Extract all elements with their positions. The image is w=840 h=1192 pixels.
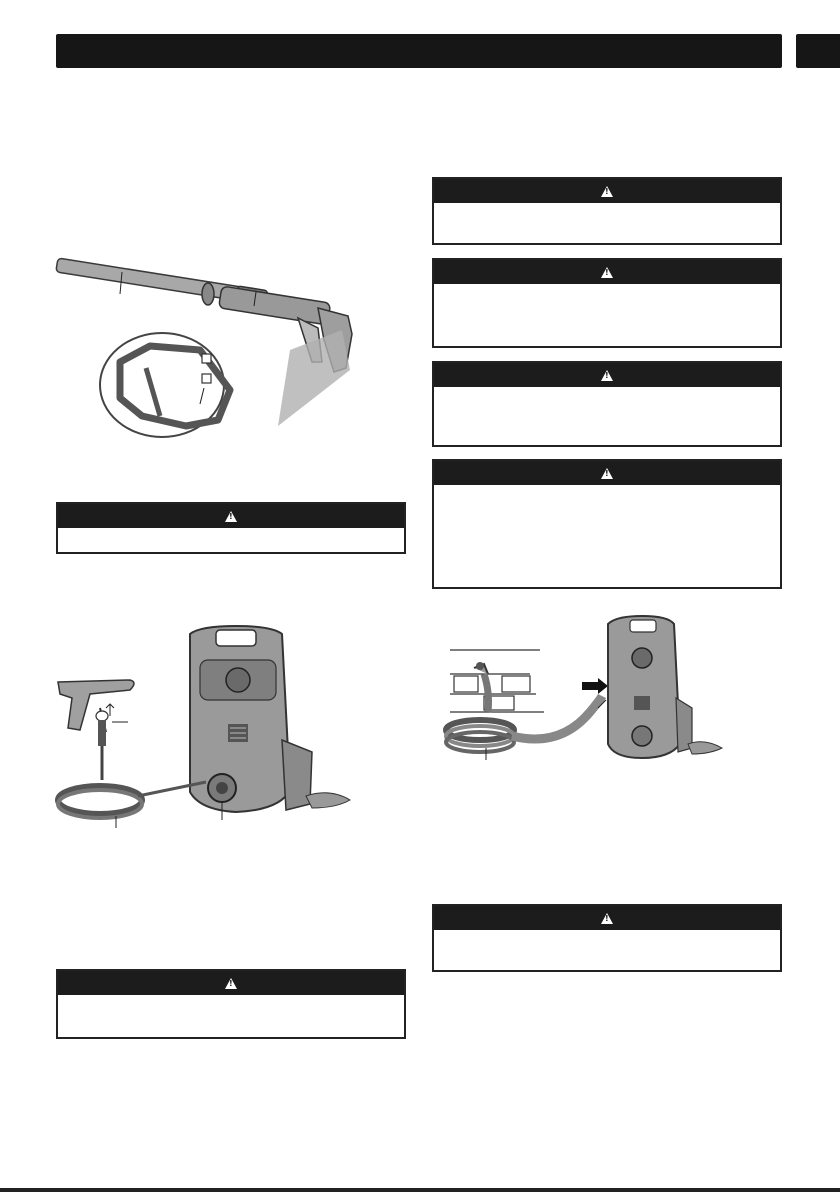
arrow-right-icon	[582, 678, 608, 694]
header-bar	[56, 34, 782, 68]
warning-header	[58, 504, 404, 528]
warning-triangle-icon	[225, 511, 237, 522]
warning-box-2	[56, 969, 406, 1039]
warning-header	[434, 461, 780, 485]
warning-triangle-icon	[225, 978, 237, 989]
warning-header	[58, 971, 404, 995]
wand-gun-assembly-illustration	[50, 250, 410, 440]
warning-box-4	[432, 258, 782, 348]
page-bottom-rule	[0, 1188, 840, 1192]
warning-triangle-icon	[601, 913, 613, 924]
hose-connection-illustration	[50, 620, 360, 830]
header-language-tab	[796, 34, 840, 68]
warning-header	[434, 179, 780, 203]
warning-triangle-icon	[601, 370, 613, 381]
warning-triangle-icon	[601, 186, 613, 197]
warning-box-5	[432, 361, 782, 447]
warning-triangle-icon	[601, 468, 613, 479]
warning-triangle-icon	[601, 267, 613, 278]
warning-box-6	[432, 459, 782, 589]
warning-header	[434, 260, 780, 284]
warning-header	[434, 363, 780, 387]
warning-box-1	[56, 502, 406, 554]
warning-box-7	[432, 904, 782, 972]
water-supply-illustration	[440, 612, 730, 772]
warning-box-3	[432, 177, 782, 245]
warning-header	[434, 906, 780, 930]
